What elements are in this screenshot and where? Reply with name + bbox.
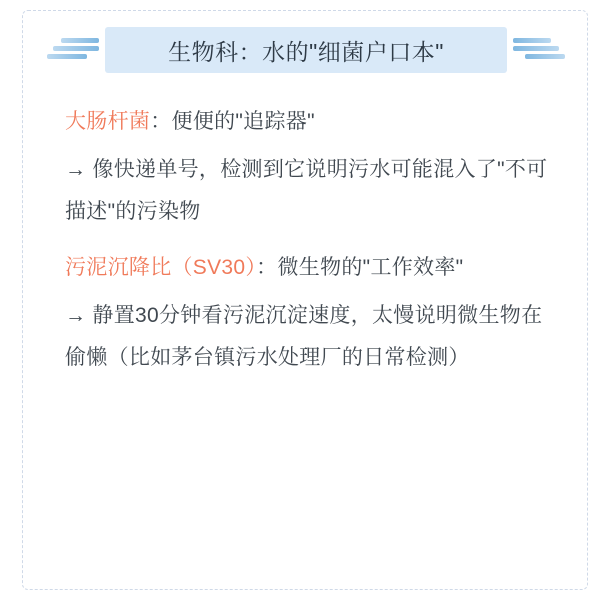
- entry-0-explanation: → 像快递单号，检测到它说明污水可能混入了"不可描述"的污染物: [65, 158, 548, 223]
- entry-1-definition: 微生物的"工作效率": [277, 256, 464, 279]
- card-header: [23, 23, 589, 77]
- page-title: 生物科：水的"细菌户口本": [168, 38, 444, 65]
- entry-0-separator: ：: [150, 110, 172, 133]
- entry-0-term: 大肠杆菌: [65, 110, 151, 133]
- card-body: [65, 101, 551, 379]
- entry-1-explanation: → 静置30分钟看污泥沉淀速度，太慢说明微生物在偷懒（比如茅台镇污水处理厂的日常检测）: [65, 304, 543, 369]
- entry-1-heading: [65, 247, 551, 289]
- title-banner: [105, 27, 507, 73]
- entry-0-heading: [65, 101, 551, 143]
- entry-0-definition: 便便的"追踪器": [171, 110, 315, 133]
- content-card: [22, 10, 588, 590]
- entry-1-separator: ：: [256, 256, 278, 279]
- entry-1-term: 污泥沉降比（SV30）: [65, 256, 257, 279]
- wave-lines-right-icon: [513, 37, 565, 63]
- wave-lines-left-icon: [47, 37, 99, 63]
